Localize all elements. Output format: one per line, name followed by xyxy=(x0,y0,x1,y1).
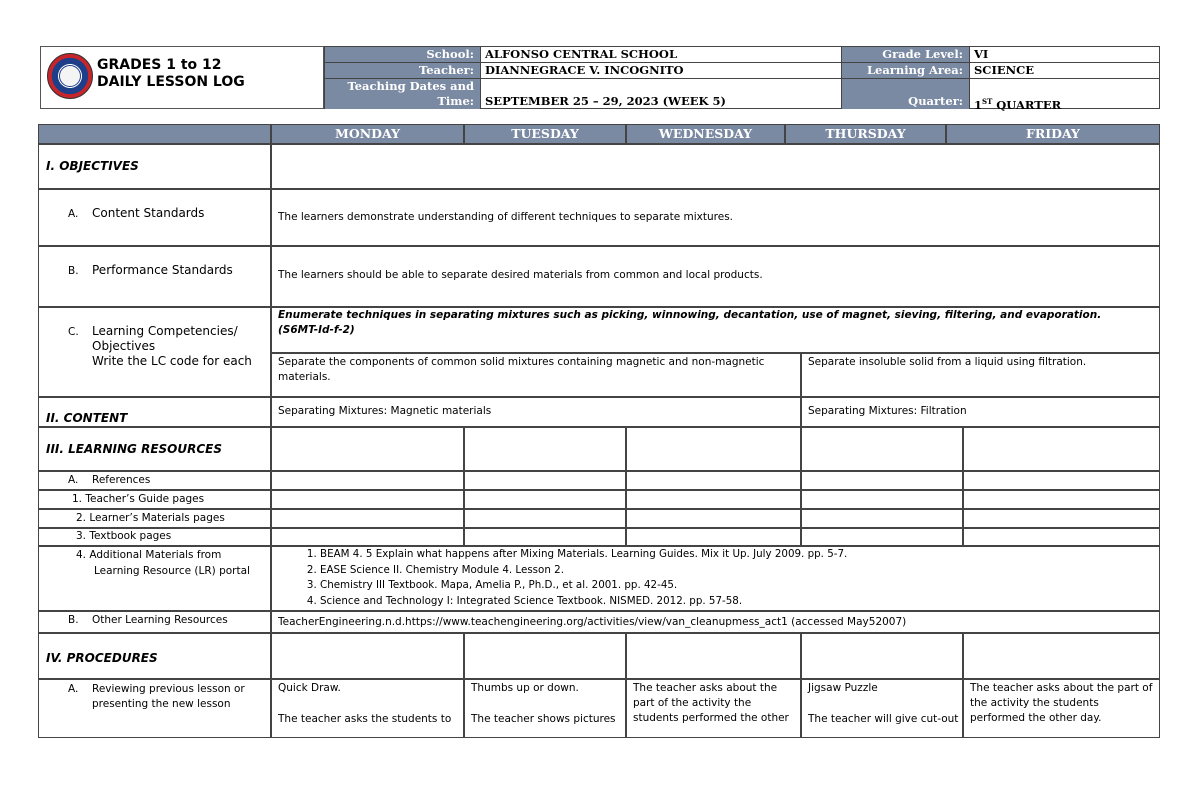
review-wed-line1: The teacher asks about the xyxy=(633,682,778,694)
area-value: SCIENCE xyxy=(974,63,1035,77)
procedures-mon xyxy=(271,633,464,679)
additional-item: 4. Science and Technology I: Integrated Science Textbook. NISMED. 2012. pp. 57-58. xyxy=(320,594,1152,610)
resources-wed xyxy=(626,427,801,471)
additional-items-list xyxy=(272,547,1152,609)
textbook-pages-mon xyxy=(271,528,464,546)
references-fri xyxy=(963,471,1160,490)
review-fri-line3: performed the other day. xyxy=(970,712,1102,724)
references-thu xyxy=(801,471,963,490)
references-letter: A. xyxy=(68,474,79,486)
review-mon-line1: Quick Draw. xyxy=(278,682,341,694)
content-standards-text: The learners demonstrate understanding of different techniques to separate mixtures. xyxy=(278,211,734,223)
objectives-content-cell xyxy=(271,144,1160,189)
performance-standards-label: Performance Standards xyxy=(92,263,233,277)
tg-pages-mon xyxy=(271,490,464,509)
quarter-num: 1 xyxy=(974,97,983,112)
objectives-heading: I. OBJECTIVES xyxy=(46,159,139,173)
review-tue-line2: The teacher shows pictures xyxy=(471,713,616,725)
review-wed-line3: students performed the other xyxy=(633,712,789,724)
tg-pages-tue xyxy=(464,490,626,509)
procedures-thu xyxy=(801,633,963,679)
day-header-monday: MONDAY xyxy=(271,124,464,144)
tg-pages-thu xyxy=(801,490,963,509)
school-label: School: xyxy=(325,47,480,62)
textbook-pages-wed xyxy=(626,528,801,546)
tg-pages-fri xyxy=(963,490,1160,509)
resources-mon xyxy=(271,427,464,471)
dates-label-line1: Teaching Dates and xyxy=(347,79,474,93)
area-label: Learning Area: xyxy=(842,63,969,78)
teacher-value: DIANNEGRACE V. INCOGNITO xyxy=(485,63,684,77)
dates-value: SEPTEMBER 25 – 29, 2023 (WEEK 5) xyxy=(485,94,726,108)
quarter-value xyxy=(970,94,1159,112)
lm-pages-wed xyxy=(626,509,801,528)
review-wed-line2: part of the activity the xyxy=(633,697,752,709)
competencies-letter: C. xyxy=(68,326,79,338)
references-mon xyxy=(271,471,464,490)
references-wed xyxy=(626,471,801,490)
textbook-pages-thu xyxy=(801,528,963,546)
content-heading: II. CONTENT xyxy=(46,411,128,425)
lm-pages-fri xyxy=(963,509,1160,528)
review-fri-line2: the activity the students xyxy=(970,697,1099,709)
grade-label: Grade Level: xyxy=(842,47,969,62)
quarter-sup: ST xyxy=(982,97,993,106)
tg-pages-wed xyxy=(626,490,801,509)
lm-pages-thu xyxy=(801,509,963,528)
day-header-wednesday: WEDNESDAY xyxy=(626,124,785,144)
objective-thu-fri-text: Separate insoluble solid from a liquid using filtration. xyxy=(808,356,1087,368)
content-mon-wed-text: Separating Mixtures: Magnetic materials xyxy=(278,405,492,417)
deped-seal-center xyxy=(59,65,81,87)
lm-pages-label: 2. Learner’s Materials pages xyxy=(76,512,225,524)
other-resources-letter: B. xyxy=(68,614,79,626)
quarter-rest: QUARTER xyxy=(992,97,1062,112)
day-header-thursday: THURSDAY xyxy=(785,124,946,144)
references-label: References xyxy=(92,474,151,486)
grade-value: VI xyxy=(974,47,989,61)
procedures-fri xyxy=(963,633,1160,679)
other-resources-label: Other Learning Resources xyxy=(92,614,228,626)
additional-label-line1: 4. Additional Materials from xyxy=(76,549,222,561)
resources-fri xyxy=(963,427,1160,471)
textbook-pages-label: 3. Textbook pages xyxy=(76,530,172,542)
day-header-tuesday: TUESDAY xyxy=(464,124,626,144)
review-thu-line2: The teacher will give cut-out xyxy=(808,713,959,725)
school-value: ALFONSO CENTRAL SCHOOL xyxy=(485,47,678,61)
performance-standards-letter: B. xyxy=(68,265,79,277)
other-resources-text: TeacherEngineering.n.d.https://www.teachengineering.org/activities/view/van_cleanupmess_act1 (accessed May52007) xyxy=(278,616,907,628)
review-fri-line1: The teacher asks about the part of xyxy=(970,682,1153,694)
dates-label xyxy=(325,79,480,109)
page-title-line1: GRADES 1 to 12 xyxy=(97,57,222,73)
review-tue-line1: Thumbs up or down. xyxy=(471,682,579,694)
day-header-blank xyxy=(38,124,271,144)
additional-item: 3. Chemistry III Textbook. Mapa, Amelia P., Ph.D., et al. 2001. pp. 42-45. xyxy=(320,578,1152,594)
review-letter: A. xyxy=(68,683,79,695)
procedures-wed xyxy=(626,633,801,679)
quarter-label xyxy=(842,79,969,109)
competency-main-text xyxy=(272,308,1152,338)
content-standards-letter: A. xyxy=(68,208,79,220)
content-thu-fri-text: Separating Mixtures: Filtration xyxy=(808,405,967,417)
resources-tue xyxy=(464,427,626,471)
objective-mon-wed-text: Separate the components of common solid mixtures containing magnetic and non-magnetic materials. xyxy=(278,356,765,383)
content-standards-label: Content Standards xyxy=(92,206,205,220)
competencies-label-line1: Learning Competencies/ xyxy=(92,324,238,338)
lm-pages-mon xyxy=(271,509,464,528)
textbook-pages-fri xyxy=(963,528,1160,546)
day-header-friday: FRIDAY xyxy=(946,124,1160,144)
performance-standards-text: The learners should be able to separate desired materials from common and local products. xyxy=(278,269,763,281)
teacher-label: Teacher: xyxy=(325,63,480,78)
additional-item: 2. EASE Science II. Chemistry Module 4. Lesson 2. xyxy=(320,563,1152,579)
competencies-label-line3: Write the LC code for each xyxy=(92,354,252,368)
resources-thu xyxy=(801,427,963,471)
procedures-heading: IV. PROCEDURES xyxy=(46,651,158,665)
procedures-tue xyxy=(464,633,626,679)
review-label-line2: presenting the new lesson xyxy=(92,698,231,710)
divider xyxy=(324,62,1160,63)
review-label-line1: Reviewing previous lesson or xyxy=(92,683,245,695)
additional-label-line2: Learning Resource (LR) portal xyxy=(94,565,250,577)
competency-code: (S6MT-Id-f-2) xyxy=(278,324,355,336)
quarter-label-text: Quarter: xyxy=(908,94,963,108)
additional-item: 1. BEAM 4. 5 Explain what happens after Mixing Materials. Learning Guides. Mix it Up. July 2009. pp. 5-7. xyxy=(320,547,1152,563)
lm-pages-tue xyxy=(464,509,626,528)
competencies-label-line2: Objectives xyxy=(92,339,156,353)
page-title-line2: DAILY LESSON LOG xyxy=(97,74,245,90)
dates-label-line2: Time: xyxy=(437,94,474,108)
review-mon-line2: The teacher asks the students to xyxy=(278,713,452,725)
tg-pages-label: 1. Teacher’s Guide pages xyxy=(72,493,205,505)
competency-main: Enumerate techniques in separating mixtures such as picking, winnowing, decantation, use of magnet, sieving, filtering, and evaporation. xyxy=(278,309,1102,321)
review-thu-line1: Jigsaw Puzzle xyxy=(808,682,878,694)
textbook-pages-tue xyxy=(464,528,626,546)
references-tue xyxy=(464,471,626,490)
divider xyxy=(324,78,1160,79)
resources-heading: III. LEARNING RESOURCES xyxy=(46,442,222,456)
